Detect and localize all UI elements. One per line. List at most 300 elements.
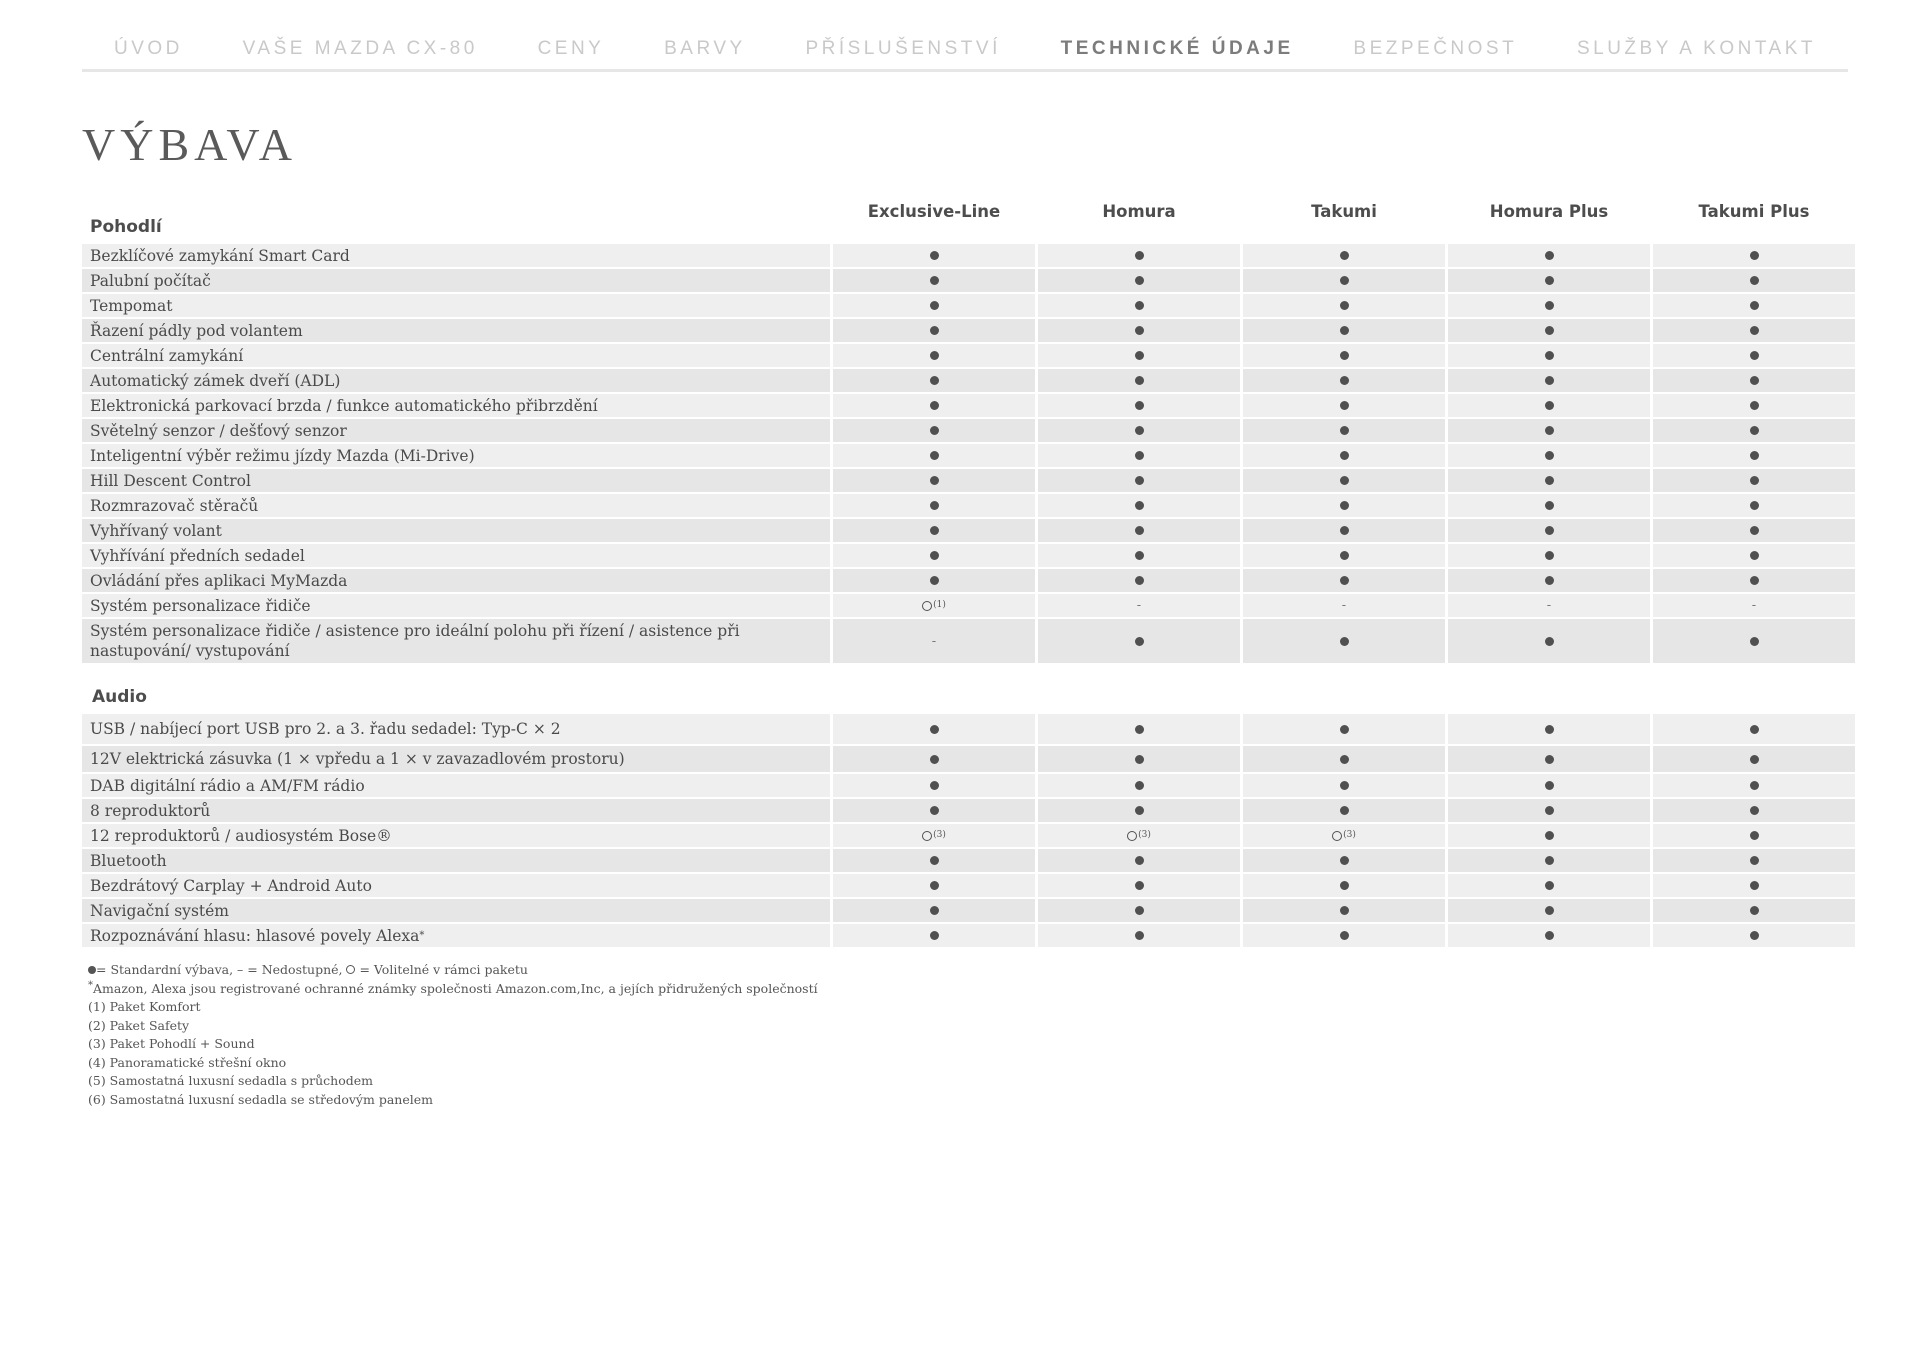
value-unavailable: - <box>1653 594 1855 617</box>
standard-dot-icon <box>1340 931 1349 940</box>
value-standard <box>833 294 1035 317</box>
table-row <box>82 924 1850 947</box>
value-standard <box>1653 394 1855 417</box>
section-rows <box>82 244 1850 663</box>
table-row <box>82 369 1850 392</box>
value-standard <box>1448 244 1650 267</box>
standard-dot-icon <box>1750 831 1759 840</box>
value-optional <box>1243 824 1445 847</box>
value-standard <box>1038 849 1240 872</box>
value-standard <box>1448 419 1650 442</box>
value-standard <box>1448 746 1650 772</box>
table-row <box>82 594 1850 617</box>
value-standard <box>1653 419 1855 442</box>
package-notes <box>88 998 818 1109</box>
feature-label: Vyhřívání předních sedadel <box>82 544 830 567</box>
feature-label: Rozpoznávání hlasu: hlasové povely Alexa * <box>82 924 830 947</box>
standard-dot-icon <box>1135 781 1144 790</box>
value-optional <box>833 594 1035 617</box>
value-standard <box>1038 319 1240 342</box>
value-standard <box>1653 849 1855 872</box>
feature-label: 12 reproduktorů / audiosystém Bose® <box>82 824 830 847</box>
value-standard <box>1038 419 1240 442</box>
value-standard <box>1243 619 1445 663</box>
table-row <box>82 714 1850 744</box>
value-standard <box>1653 519 1855 542</box>
value-standard <box>833 269 1035 292</box>
value-standard <box>1448 344 1650 367</box>
value-standard <box>833 419 1035 442</box>
column-header: Exclusive-Line <box>867 202 1001 221</box>
feature-label: Rozmrazovač stěračů <box>82 494 830 517</box>
value-standard <box>1243 899 1445 922</box>
value-standard <box>1448 849 1650 872</box>
value-standard <box>1038 619 1240 663</box>
standard-dot-icon <box>1135 856 1144 865</box>
standard-dot-icon <box>1545 856 1554 865</box>
table-row <box>82 344 1850 367</box>
value-standard <box>833 344 1035 367</box>
standard-dot-icon <box>1545 551 1554 560</box>
feature-label: Světelný senzor / dešťový senzor <box>82 419 830 442</box>
optional-ring-icon <box>922 601 932 611</box>
standard-dot-icon <box>1750 576 1759 585</box>
value-standard <box>833 569 1035 592</box>
table-row <box>82 294 1850 317</box>
value-optional <box>1038 824 1240 847</box>
table-row <box>82 469 1850 492</box>
standard-dot-icon <box>1135 451 1144 460</box>
standard-dot-icon <box>1545 906 1554 915</box>
value-standard <box>1038 469 1240 492</box>
standard-dot-icon <box>1135 476 1144 485</box>
value-standard <box>1038 444 1240 467</box>
value-standard <box>1243 924 1445 947</box>
value-standard <box>1038 714 1240 744</box>
standard-dot-icon <box>1135 576 1144 585</box>
nav-item-5[interactable]: PŘÍSLUŠENSTVÍ <box>805 38 1001 59</box>
table-row <box>82 849 1850 872</box>
standard-dot-icon <box>1750 906 1759 915</box>
nav-item-1[interactable]: ÚVOD <box>114 38 183 59</box>
value-standard <box>1243 244 1445 267</box>
value-standard <box>1653 874 1855 897</box>
value-standard <box>1653 924 1855 947</box>
value-standard <box>1448 569 1650 592</box>
column-header: Takumi <box>1311 202 1377 221</box>
value-standard <box>1243 544 1445 567</box>
standard-dot-icon <box>1545 881 1554 890</box>
value-standard <box>1653 746 1855 772</box>
column-header: Takumi Plus <box>1698 202 1810 221</box>
standard-dot-icon <box>1545 931 1554 940</box>
standard-dot-icon <box>1545 501 1554 510</box>
standard-dot-icon <box>1750 881 1759 890</box>
value-standard <box>1038 924 1240 947</box>
feature-label: Bluetooth <box>82 849 830 872</box>
value-standard <box>1653 269 1855 292</box>
package-note: (6) Samostatná luxusní sedadla se středovým panelem <box>88 1091 433 1107</box>
value-standard <box>1448 494 1650 517</box>
package-reference: (3) <box>1343 829 1356 840</box>
value-standard <box>1243 444 1445 467</box>
optional-ring-icon <box>346 965 355 974</box>
standard-dot-icon <box>930 526 939 535</box>
value-standard <box>1448 444 1650 467</box>
standard-dot-icon <box>930 476 939 485</box>
standard-dot-icon <box>1135 326 1144 335</box>
standard-dot-icon <box>1340 301 1349 310</box>
legend-line: = Standardní výbava, – = Nedostupné, = Volitelné v rámci paketu <box>88 961 818 980</box>
standard-dot-icon <box>1545 576 1554 585</box>
standard-dot-icon <box>930 576 939 585</box>
value-standard <box>1243 494 1445 517</box>
value-standard <box>833 319 1035 342</box>
standard-dot-icon <box>1545 831 1554 840</box>
standard-dot-icon <box>1340 806 1349 815</box>
standard-dot-icon <box>1135 351 1144 360</box>
standard-dot-icon <box>1340 755 1349 764</box>
value-standard <box>1038 294 1240 317</box>
package-note: (1) Paket Komfort <box>88 999 201 1014</box>
table-row <box>82 874 1850 897</box>
standard-dot-icon <box>1135 526 1144 535</box>
value-standard <box>833 444 1035 467</box>
value-standard <box>1653 824 1855 847</box>
table-row <box>82 774 1850 797</box>
value-unavailable: - <box>1038 594 1240 617</box>
standard-dot-icon <box>1340 725 1349 734</box>
value-standard <box>1038 494 1240 517</box>
value-standard <box>1448 394 1650 417</box>
standard-dot-icon <box>1545 376 1554 385</box>
value-standard <box>1243 469 1445 492</box>
value-standard <box>1038 874 1240 897</box>
value-standard <box>1243 746 1445 772</box>
value-standard <box>833 469 1035 492</box>
standard-dot-icon <box>1340 401 1349 410</box>
value-standard <box>1653 469 1855 492</box>
value-standard <box>1448 774 1650 797</box>
value-unavailable: - <box>1448 594 1650 617</box>
feature-label: Bezklíčové zamykání Smart Card <box>82 244 830 267</box>
standard-dot-icon <box>1750 376 1759 385</box>
standard-dot-icon <box>1750 501 1759 510</box>
table-row <box>82 799 1850 822</box>
standard-dot-icon <box>1750 755 1759 764</box>
value-standard <box>1243 849 1445 872</box>
standard-dot-icon <box>1750 451 1759 460</box>
value-standard <box>1038 899 1240 922</box>
standard-dot-icon <box>1545 451 1554 460</box>
feature-label: Ovládání přes aplikaci MyMazda <box>82 569 830 592</box>
standard-dot-icon <box>930 551 939 560</box>
standard-dot-icon <box>1135 401 1144 410</box>
standard-dot-icon <box>1545 251 1554 260</box>
value-standard <box>1038 774 1240 797</box>
standard-dot-icon <box>1750 725 1759 734</box>
optional-ring-icon <box>1332 831 1342 841</box>
value-standard <box>1243 394 1445 417</box>
standard-dot-icon <box>1340 451 1349 460</box>
value-standard <box>1653 244 1855 267</box>
standard-dot-icon <box>1340 637 1349 646</box>
standard-dot-icon <box>1545 401 1554 410</box>
standard-dot-icon <box>1135 426 1144 435</box>
standard-dot-icon <box>1340 526 1349 535</box>
standard-dot-icon <box>930 881 939 890</box>
column-header: Homura <box>1102 202 1176 221</box>
nav-item-4[interactable]: BARVY <box>664 38 746 59</box>
value-standard <box>1448 924 1650 947</box>
standard-dot-icon <box>1135 755 1144 764</box>
feature-label: Systém personalizace řidiče / asistence pro ideální polohu při řízení / asistence při nastupování/ vystupování <box>82 619 830 663</box>
standard-dot-icon <box>1135 725 1144 734</box>
value-standard <box>1448 544 1650 567</box>
standard-dot-icon <box>1545 326 1554 335</box>
top-navigation <box>82 34 1848 72</box>
standard-dot-icon <box>930 251 939 260</box>
standard-dot-icon <box>1750 476 1759 485</box>
section-title: Audio <box>92 687 147 707</box>
table-row <box>82 419 1850 442</box>
standard-dot-icon <box>930 376 939 385</box>
value-standard <box>1038 369 1240 392</box>
table-row <box>82 619 1850 663</box>
standard-dot-icon <box>930 806 939 815</box>
value-standard <box>1243 419 1445 442</box>
value-standard <box>1038 569 1240 592</box>
value-standard <box>833 519 1035 542</box>
standard-dot-icon <box>1545 806 1554 815</box>
table-header <box>82 186 1850 244</box>
feature-label: Hill Descent Control <box>82 469 830 492</box>
value-standard <box>1243 774 1445 797</box>
value-standard <box>1448 619 1650 663</box>
standard-dot-icon <box>1340 881 1349 890</box>
page-title: VÝBAVA <box>82 119 297 170</box>
value-standard <box>1448 269 1650 292</box>
value-standard <box>1448 369 1650 392</box>
feature-label: Inteligentní výběr režimu jízdy Mazda (Mi-Drive) <box>82 444 830 467</box>
standard-dot-icon <box>1545 755 1554 764</box>
value-standard <box>1038 269 1240 292</box>
standard-dot-icon <box>930 351 939 360</box>
standard-dot-icon <box>1545 781 1554 790</box>
value-standard <box>1243 319 1445 342</box>
standard-dot-icon <box>1750 781 1759 790</box>
nav-item-7[interactable]: BEZPEČNOST <box>1353 38 1518 59</box>
value-standard <box>1653 494 1855 517</box>
value-standard <box>1653 294 1855 317</box>
standard-dot-icon <box>1750 301 1759 310</box>
value-standard <box>1038 519 1240 542</box>
standard-dot-icon <box>1340 906 1349 915</box>
value-standard <box>1448 294 1650 317</box>
section-title: Pohodlí <box>90 217 162 237</box>
value-standard <box>1653 344 1855 367</box>
standard-dot-icon <box>930 451 939 460</box>
value-standard <box>1038 799 1240 822</box>
standard-dot-icon <box>1340 551 1349 560</box>
value-standard <box>1448 899 1650 922</box>
value-standard <box>833 369 1035 392</box>
value-standard <box>1653 369 1855 392</box>
standard-dot-icon <box>1135 501 1144 510</box>
standard-dot-icon <box>930 755 939 764</box>
value-standard <box>1243 269 1445 292</box>
value-standard <box>833 544 1035 567</box>
value-standard <box>1448 714 1650 744</box>
value-standard <box>833 714 1035 744</box>
standard-dot-icon <box>1340 501 1349 510</box>
feature-label: Centrální zamykání <box>82 344 830 367</box>
table-row <box>82 519 1850 542</box>
standard-dot-icon <box>1750 526 1759 535</box>
value-standard <box>1653 799 1855 822</box>
table-row <box>82 899 1850 922</box>
table-row <box>82 444 1850 467</box>
standard-dot-icon <box>1750 426 1759 435</box>
value-standard <box>833 849 1035 872</box>
nav-item-3[interactable]: CENY <box>537 38 605 59</box>
feature-label: Bezdrátový Carplay + Android Auto <box>82 874 830 897</box>
standard-dot-icon <box>1135 276 1144 285</box>
section-rows <box>82 714 1850 947</box>
standard-dot-icon <box>930 725 939 734</box>
standard-dot-icon <box>1545 526 1554 535</box>
value-standard <box>833 774 1035 797</box>
feature-label: USB / nabíjecí port USB pro 2. a 3. řadu sedadel: Typ-C × 2 <box>82 714 830 744</box>
value-standard <box>1243 519 1445 542</box>
value-standard <box>1653 569 1855 592</box>
standard-dot-icon <box>930 856 939 865</box>
table-row <box>82 319 1850 342</box>
value-standard <box>833 799 1035 822</box>
value-standard <box>1653 774 1855 797</box>
standard-dot-icon <box>1750 351 1759 360</box>
value-standard <box>1448 519 1650 542</box>
column-header: Homura Plus <box>1489 202 1609 221</box>
value-standard <box>1243 714 1445 744</box>
nav-item-6[interactable]: TECHNICKÉ ÚDAJE <box>1060 38 1294 59</box>
standard-dot-icon <box>1340 426 1349 435</box>
standard-dot-icon <box>1750 931 1759 940</box>
standard-dot-icon <box>1135 551 1144 560</box>
standard-dot-icon <box>930 781 939 790</box>
standard-dot-icon <box>1750 806 1759 815</box>
value-standard <box>833 394 1035 417</box>
value-standard <box>1448 799 1650 822</box>
standard-dot-icon <box>930 326 939 335</box>
standard-dot-icon <box>1750 251 1759 260</box>
value-standard <box>833 874 1035 897</box>
standard-dot-icon <box>1135 301 1144 310</box>
nav-item-8[interactable]: SLUŽBY A KONTAKT <box>1576 38 1816 59</box>
package-note: (3) Paket Pohodlí + Sound <box>88 1036 255 1051</box>
standard-dot-icon <box>1545 301 1554 310</box>
optional-ring-icon <box>922 831 932 841</box>
standard-dot-icon <box>1135 906 1144 915</box>
standard-dot-icon <box>1340 276 1349 285</box>
optional-ring-icon <box>1127 831 1137 841</box>
standard-dot-icon <box>1340 856 1349 865</box>
table-row <box>82 746 1850 772</box>
table-row <box>82 824 1850 847</box>
value-standard <box>833 746 1035 772</box>
standard-dot-icon <box>1340 351 1349 360</box>
standard-dot-icon <box>1135 931 1144 940</box>
value-standard <box>1653 899 1855 922</box>
value-standard <box>833 494 1035 517</box>
standard-dot-icon <box>1750 856 1759 865</box>
value-standard <box>1448 874 1650 897</box>
standard-dot-icon <box>1750 276 1759 285</box>
standard-dot-icon <box>1135 881 1144 890</box>
table-row <box>82 494 1850 517</box>
equipment-table <box>82 186 1850 949</box>
value-standard <box>1038 394 1240 417</box>
table-row <box>82 569 1850 592</box>
feature-label: 12V elektrická zásuvka (1 × vpředu a 1 × v zavazadlovém prostoru) <box>82 746 830 772</box>
feature-label: Vyhřívaný volant <box>82 519 830 542</box>
standard-dot-icon <box>1545 637 1554 646</box>
standard-dot-icon <box>1750 637 1759 646</box>
table-row <box>82 394 1850 417</box>
value-standard <box>833 899 1035 922</box>
package-reference: (1) <box>933 599 946 610</box>
standard-dot-icon <box>1340 576 1349 585</box>
standard-dot-icon <box>1340 326 1349 335</box>
feature-label: Elektronická parkovací brzda / funkce automatického přibrzdění <box>82 394 830 417</box>
feature-label: DAB digitální rádio a AM/FM rádio <box>82 774 830 797</box>
footnotes <box>88 961 818 1109</box>
standard-dot-icon <box>1545 351 1554 360</box>
standard-dot-icon <box>1545 276 1554 285</box>
feature-label: Navigační systém <box>82 899 830 922</box>
value-standard <box>1038 746 1240 772</box>
standard-dot-icon <box>930 276 939 285</box>
standard-dot-icon <box>1340 376 1349 385</box>
value-standard <box>1243 874 1445 897</box>
value-standard <box>1243 294 1445 317</box>
value-unavailable: - <box>833 619 1035 663</box>
standard-dot-icon <box>1750 551 1759 560</box>
nav-item-2[interactable]: VAŠE MAZDA CX-80 <box>242 38 478 59</box>
standard-dot-icon <box>1135 251 1144 260</box>
standard-dot-icon <box>1750 326 1759 335</box>
standard-dot-icon <box>1340 476 1349 485</box>
package-note: (5) Samostatná luxusní sedadla s průchodem <box>88 1073 373 1088</box>
value-standard <box>1653 444 1855 467</box>
standard-dot-icon <box>1545 476 1554 485</box>
standard-dot-icon <box>930 501 939 510</box>
trademark-note: *Amazon, Alexa jsou registrované ochranné známky společnosti Amazon.com,Inc, a jejích přidružených společností <box>88 979 818 996</box>
value-standard <box>1243 799 1445 822</box>
value-standard <box>1653 619 1855 663</box>
value-standard <box>1038 544 1240 567</box>
feature-label: 8 reproduktorů <box>82 799 830 822</box>
value-standard <box>1038 244 1240 267</box>
package-note: (2) Paket Safety <box>88 1017 190 1033</box>
value-standard <box>1653 544 1855 567</box>
value-optional <box>833 824 1035 847</box>
package-note: (4) Panoramatické střešní okno <box>88 1054 287 1070</box>
value-standard <box>1653 714 1855 744</box>
value-standard <box>1448 824 1650 847</box>
table-row <box>82 544 1850 567</box>
feature-label: Automatický zámek dveří (ADL) <box>82 369 830 392</box>
